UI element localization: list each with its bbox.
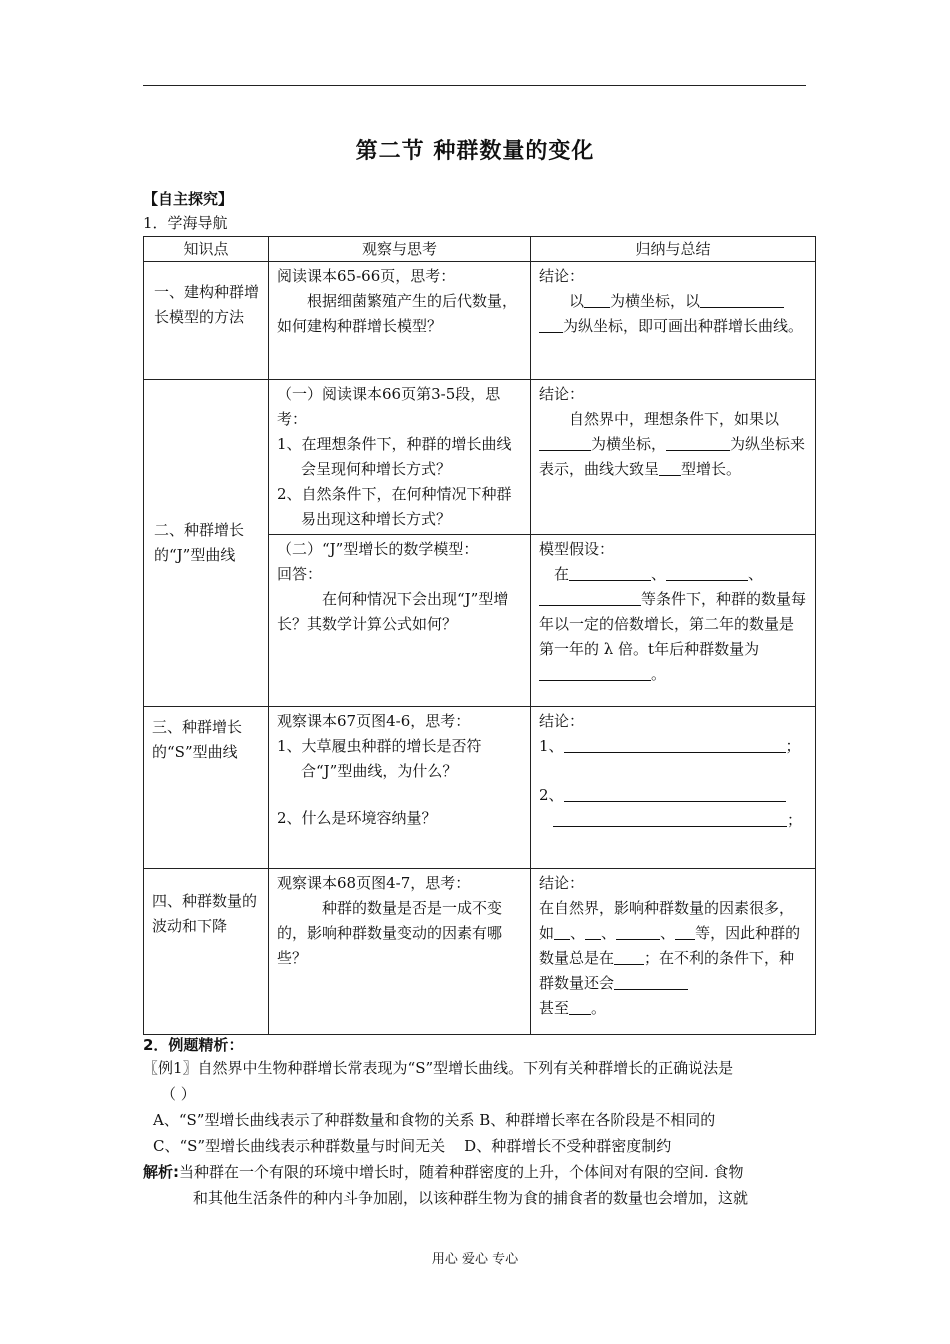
blank — [569, 998, 591, 1015]
subsection-guide: 1．学海导航 — [143, 214, 228, 232]
summary-text: 在 、 、等条件下，种群的数量每年以一定的倍数增长，第二年的数量是第一年的 λ 倍。t年后种群数量为。 — [539, 565, 807, 683]
blank — [666, 434, 730, 451]
observe-cell — [269, 869, 531, 1035]
observe-cell — [269, 380, 531, 535]
summary-label: 结论： — [539, 874, 585, 892]
blank — [539, 316, 563, 333]
page-title: 第二节 种群数量的变化 — [355, 139, 595, 164]
option-b: B、种群增长率在各阶段是不相同的 — [479, 1111, 716, 1129]
blank — [700, 291, 784, 308]
observe-cell — [269, 707, 531, 869]
subsection-examples: 2．例题精析： — [143, 1036, 244, 1054]
page-footer: 用心 爱心 专心 — [431, 1252, 519, 1267]
blank — [616, 923, 660, 940]
knowledge-point: 二、种群增长的“J”型曲线 — [144, 380, 269, 707]
blank — [675, 923, 695, 940]
observe-question: 2、自然条件下，在何种情况下种群易出现这种增长方式？ — [277, 485, 512, 528]
summary-cell — [531, 535, 816, 707]
col-header-summary: 归纳与总结 — [531, 237, 816, 262]
table-header-row — [144, 237, 816, 262]
blank — [539, 434, 591, 451]
table-row — [144, 869, 816, 1035]
blank — [659, 459, 681, 476]
blank — [564, 736, 786, 753]
knowledge-point: 一、建构种群增长模型的方法 — [144, 262, 269, 380]
knowledge-point: 三、种群增长的“S”型曲线 — [144, 707, 269, 869]
analysis — [143, 1159, 813, 1185]
observe-prompt: （一）阅读课本66页第3-5段，思考： — [277, 385, 501, 428]
table-row — [144, 380, 816, 535]
summary-cell — [531, 262, 816, 380]
summary-line: 甚至 。 — [539, 999, 607, 1017]
summary-text: 在自然界，影响种群数量的因素很多，如 、 、 、 等，因此种群的数量总是在 ；在不利的条件下，种群数量还会 — [539, 899, 801, 992]
blank — [585, 923, 601, 940]
blank — [539, 664, 651, 681]
observe-question: 2、什么是环境容纳量？ — [277, 809, 437, 827]
observe-question: 种群的数量是否是一成不变的，影响种群数量变动的因素有哪些？ — [277, 899, 503, 967]
observe-cell — [269, 535, 531, 707]
study-table — [143, 236, 816, 1035]
observe-question: 1、大草履虫种群的增长是否符合“J”型曲线，为什么？ — [277, 737, 482, 780]
analysis-label: 解析: — [143, 1163, 179, 1181]
blank — [614, 948, 644, 965]
summary-label: 结论： — [539, 385, 585, 403]
observe-prompt: 阅读课本65-66页，思考： — [277, 267, 456, 285]
example-question — [143, 1055, 813, 1211]
options-line-1 — [143, 1107, 813, 1133]
table-row — [144, 707, 816, 869]
col-header-knowledge: 知识点 — [144, 237, 269, 262]
options-line-2 — [143, 1133, 813, 1159]
analysis-text: 当种群在一个有限的环境中增长时，随着种群密度的上升，个体间对有限的空间. 食物 — [179, 1163, 744, 1181]
observe-cell — [269, 262, 531, 380]
observe-answer-label: 回答： — [277, 565, 323, 583]
observe-question: 在何种情况下会出现“J”型增长？其数学计算公式如何？ — [277, 590, 509, 633]
option-c: C、“S”型增长曲线表示种群数量与时间无关 — [153, 1137, 446, 1155]
option-d: D、种群增长不受种群密度制约 — [464, 1137, 672, 1155]
blank — [564, 785, 786, 802]
summary-line: ； — [539, 808, 807, 833]
summary-line: 2、 — [539, 783, 807, 808]
section-heading-explore: 【自主探究】 — [143, 190, 234, 208]
summary-cell — [531, 707, 816, 869]
blank — [553, 810, 787, 827]
blank — [539, 589, 641, 606]
summary-cell — [531, 869, 816, 1035]
summary-text: 以 为横坐标，以为纵坐标，即可画出种群增长曲线。 — [539, 289, 807, 339]
summary-label: 模型假设： — [539, 540, 615, 558]
knowledge-point: 四、种群数量的波动和下降 — [144, 869, 269, 1035]
observe-prompt: （二）“J”型增长的数学模型： — [277, 540, 479, 558]
observe-prompt: 观察课本68页图4-7，思考： — [277, 874, 471, 892]
option-a: A、“S”型增长曲线表示了种群数量和食物的关系 — [153, 1111, 475, 1129]
col-header-observe: 观察与思考 — [269, 237, 531, 262]
blank — [569, 564, 651, 581]
header-rule — [143, 85, 806, 86]
analysis-text: 和其他生活条件的种内斗争加剧，以该种群生物为食的捕食者的数量也会增加，这就 — [193, 1189, 749, 1207]
observe-question: 根据细菌繁殖产生的后代数量，如何建构种群增长模型？ — [277, 292, 518, 335]
blank — [614, 973, 688, 990]
question-text: 〖例1〗自然界中生物种群增长常表现为“S”型增长曲线。下列有关种群增长的正确说法是 — [143, 1059, 734, 1077]
summary-label: 结论： — [539, 712, 585, 730]
summary-label: 结论： — [539, 267, 585, 285]
summary-text: 自然界中，理想条件下，如果以为横坐标， 为纵坐标来表示，曲线大致呈 型增长。 — [539, 410, 806, 478]
summary-line: 1、 ； — [539, 737, 801, 755]
answer-paren: （ ） — [161, 1085, 196, 1103]
table-row — [144, 262, 816, 380]
blank — [554, 923, 570, 940]
blank — [666, 564, 748, 581]
blank — [584, 291, 610, 308]
summary-cell — [531, 380, 816, 535]
observe-prompt: 观察课本67页图4-6，思考： — [277, 712, 471, 730]
observe-question: 1、在理想条件下，种群的增长曲线会呈现何种增长方式？ — [277, 435, 512, 478]
